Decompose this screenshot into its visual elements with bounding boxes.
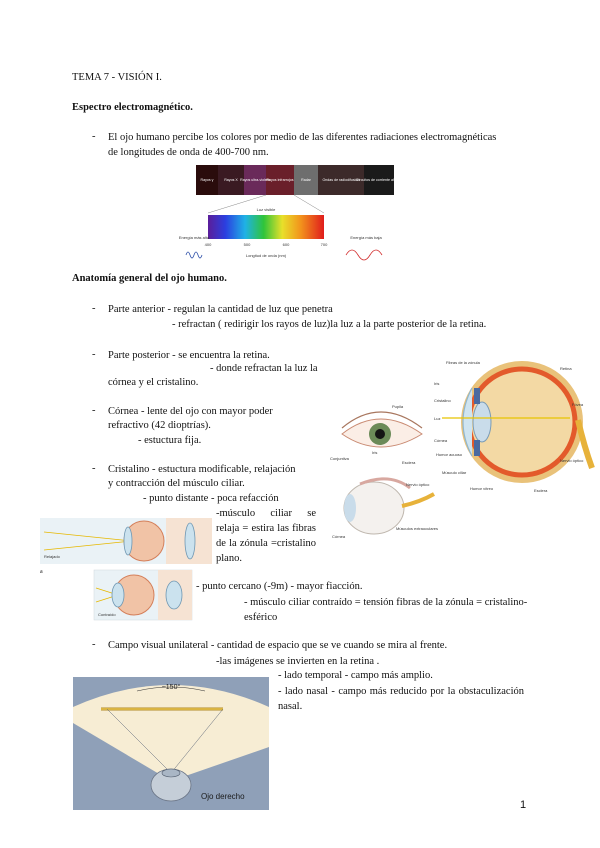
label: Esclera [402, 460, 416, 465]
label: Fibras de la zónula [446, 360, 480, 365]
intro-line-1: El ojo humano percibe los colores por medio de las diferentes radiaciones electromagnéticas [108, 132, 497, 143]
band-label: Rayos infrarrojos [266, 178, 294, 182]
accommodation-near-label: Contraído [98, 612, 116, 617]
label: Músculos extraoculares [396, 526, 439, 531]
bullet-dash: - [92, 349, 96, 360]
energy-low-label: Energía más baja [350, 235, 382, 240]
bullet-dash: - [92, 463, 96, 474]
eye-cross-section-figure [432, 350, 592, 500]
band-label: Rayos X [224, 178, 238, 182]
intro-line-2: de longitudes de onda de 400-700 nm. [108, 147, 269, 158]
label: Cristalino [434, 398, 451, 403]
tick-label: 500 [243, 242, 251, 247]
cercano-line: - punto cercano (-9m) - mayor fiacción. [196, 581, 363, 592]
campo-line-4: - lado nasal - campo más reducido por la obstaculización nasal. [278, 686, 524, 712]
tick-label: 700 [320, 242, 328, 247]
visual-field-figure [73, 677, 269, 810]
cercano-desc-1: - músculo ciliar contraído = tensión fibras de la zónula = cristalino- [244, 597, 528, 608]
doc-title: TEMA 7 - VISIÓN I. [72, 72, 162, 83]
posterior-line-3: córnea y el cristalino. [108, 377, 199, 388]
tick-label: 400 [204, 242, 212, 247]
label: Músculo ciliar [442, 470, 467, 475]
campo-line-2: -las imágenes se invierten en la retina . [216, 656, 380, 667]
label: Córnea [434, 438, 448, 443]
label: Nervio óptico [406, 482, 430, 487]
page-number: 1 [520, 799, 527, 811]
short-wave-icon [186, 252, 202, 258]
distante-description: -músculo ciliar se relaja = estira las fibras de la zónula =cristalino plano. [216, 508, 316, 564]
campo-line-3: - lado temporal - campo más amplio. [278, 670, 433, 681]
label: Iris [372, 450, 378, 455]
label: Pupila [392, 404, 404, 409]
bullet-dash: - [92, 639, 96, 650]
label: Córnea [332, 534, 346, 539]
section-heading-anatomy: Anatomía general del ojo humano. [72, 273, 227, 284]
label: Humor acuoso [436, 452, 463, 457]
bullet-dash: - [92, 405, 96, 416]
bullet-dash: - [92, 303, 96, 314]
campo-line-1: Campo visual unilateral - cantidad de espacio que se ve cuando se mira al frente. [108, 640, 448, 651]
visible-light-label: Luz visible [256, 207, 276, 212]
label: Conjuntiva [330, 456, 349, 461]
cristalino-line-1: Cristalino - estuctura modificable, relajación [108, 464, 296, 475]
section-heading-spectrum: Espectro electromagnético. [72, 102, 193, 113]
long-wave-icon [346, 250, 382, 260]
label: Luz [434, 416, 441, 421]
angle-label: ~150° [161, 684, 181, 691]
anterior-line-2: - refractan ( redirigir los rayos de luz)la luz a la parte posterior de la retina. [172, 319, 487, 330]
cornea-line-2: refractivo (42 dioptrías). [108, 420, 211, 431]
tick-label: 600 [282, 242, 290, 247]
band-label: Ondas de radiodifusión [322, 178, 360, 182]
energy-high-label: Energía más alta [178, 235, 210, 240]
label: Esclera [534, 488, 548, 493]
cercano-desc-2: esférico [244, 612, 278, 623]
label: Iris [434, 381, 440, 386]
posterior-line-1: Parte posterior - se encuentra la retina. [108, 350, 270, 361]
eye-external-figure [330, 398, 440, 546]
accommodation-near-figure [94, 570, 192, 620]
band-label: Rayos γ [200, 178, 214, 182]
label: Humor vítreo [470, 486, 494, 491]
cornea-line-1: Córnea - lente del ojo con mayor poder [108, 406, 273, 417]
posterior-line-2: - donde refractan la luz la [210, 363, 318, 374]
eye-label: Ojo derecho [201, 792, 245, 801]
cristalino-line-2: y contracción del músculo ciliar. [108, 478, 245, 489]
accommodation-far-figure [40, 518, 212, 564]
spectrum-figure [178, 163, 402, 263]
bullet-dash: - [92, 131, 96, 142]
axis-label: Longitud de onda (nm) [245, 253, 287, 258]
label: Retina [560, 366, 572, 371]
anterior-line-1: Parte anterior - regulan la cantidad de luz que penetra [108, 304, 333, 315]
label: Nervio óptico [560, 458, 584, 463]
band-label: Rayos ultra-violeta [240, 178, 270, 182]
cornea-line-3: - estuctura fija. [138, 435, 202, 446]
visible-spectrum-bar [208, 215, 324, 239]
label: Fóvea [572, 402, 584, 407]
distante-line: - punto distante - poca refacción [143, 493, 279, 504]
accommodation-far-label: Relajado [44, 554, 60, 559]
band-label: Circuitos de corriente alterna [356, 178, 402, 182]
band-label: Radar [301, 178, 311, 182]
small-mark: a [40, 569, 43, 575]
